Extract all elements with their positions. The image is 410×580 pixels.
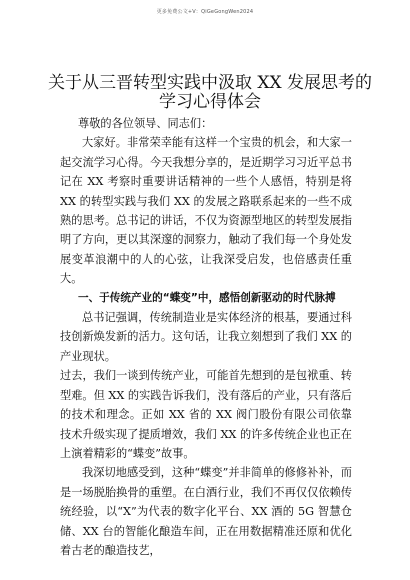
paragraph-1: 总书记强调，传统制造业是实体经济的根基，要通过科技创新焕发新的活力。这句话，让我立刻想到了我们 XX 的产业现状。 (60, 311, 352, 363)
paragraph-intro: 大家好。非常荣幸能有这样一个宝贵的机会，和大家一起交流学习心得。今天我想分享的，是近期学习习近平总书记在 XX 考察时重要讲话精神的一些个人感悟，特别是将 XX 的转型实践与我们 XX 的发展之路联系起来的一些不成熟的思考。总书记的讲话，不仅为资源型地区的转型发展指明了方向，更以其深邃的洞察力，触动了我们每一个身处发展变革浪潮中的人的心弦，让我深受启发，也倍感责任重大。 (60, 136, 352, 286)
paragraph-3: 我深切地感受到，这种“蝶变”并非简单的修修补补，而是一场脱胎换骨的重塑。在白酒行业，我们不再仅仅依赖传统经验，以“X”为代表的数字化平台、XX 酒的 5G 智慧仓储、XX 台的智能化酿造车间，正在用数据精准还原和优化着古老的酿造技艺， (60, 466, 352, 557)
section-heading-1: 一、于传统产业的“蝶变”中，感悟创新驱动的时代脉搏 (78, 291, 336, 304)
document-body (60, 114, 352, 560)
document-title: 关于从三晋转型实践中汲取 XX 发展思考的学习心得体会 (47, 73, 372, 112)
salutation: 尊敬的各位领导、同志们： (78, 117, 213, 130)
paragraph-2: 过去，我们一谈到传统产业，可能首先想到的是包袱重、转型难。但 XX 的实践告诉我们，没有落后的产业，只有落后的技术和理念。正如 XX 省的 XX 阀门股份有限公司依靠技术升级实现了提质增效，我们 XX 的许多传统企业也正在上演着精彩的“蝶变”故事。 (60, 369, 352, 460)
watermark-text: 更多免费公文+V：QiGeGongWen2024 (156, 9, 254, 15)
